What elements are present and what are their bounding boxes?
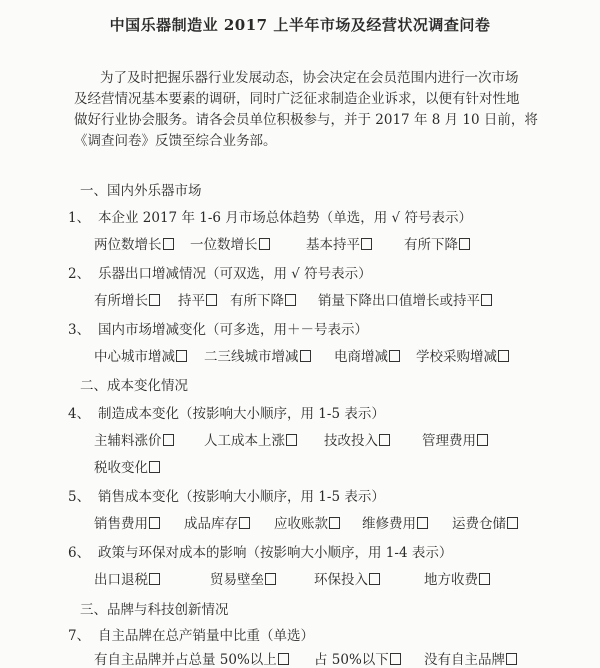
question-text: 制造成本变化（按影响大小顺序，用 1-5 表示） — [98, 406, 385, 422]
checkbox[interactable] — [239, 517, 250, 529]
question-number: 1、 — [68, 210, 91, 226]
question-2 — [68, 262, 372, 282]
question-text: 自主品牌在总产销量中比重（单选） — [98, 628, 314, 644]
checkbox[interactable] — [329, 517, 340, 529]
checkbox[interactable] — [176, 350, 187, 362]
checkbox[interactable] — [479, 573, 490, 585]
option[interactable]: 销量下降出口值增长或持平 — [318, 289, 492, 309]
option[interactable]: 有自主品牌并占总量 50%以上 — [94, 648, 289, 668]
intro-paragraph — [74, 68, 554, 152]
checkbox[interactable] — [477, 434, 488, 446]
question-text: 销售成本变化（按影响大小顺序，用 1-5 表示） — [98, 489, 385, 505]
question-1 — [68, 206, 472, 226]
question-4 — [68, 402, 385, 422]
checkbox[interactable] — [507, 517, 518, 529]
question-number: 5、 — [68, 489, 91, 505]
option[interactable]: 技改投入 — [324, 429, 390, 449]
checkbox[interactable] — [506, 653, 517, 665]
question-text: 乐器出口增减情况（可双选，用 √ 符号表示） — [98, 266, 372, 282]
checkbox[interactable] — [149, 461, 160, 473]
checkbox[interactable] — [163, 434, 174, 446]
checkbox[interactable] — [481, 294, 492, 306]
option[interactable]: 税收变化 — [94, 456, 160, 476]
question-number: 7、 — [68, 628, 91, 644]
checkbox[interactable] — [286, 434, 297, 446]
checkbox[interactable] — [417, 517, 428, 529]
intro-line: 为了及时把握乐器行业发展动态，协会决定在会员范围内进行一次市场 — [100, 70, 519, 86]
checkbox[interactable] — [459, 238, 470, 250]
checkbox[interactable] — [278, 653, 289, 665]
checkbox[interactable] — [300, 350, 311, 362]
checkbox[interactable] — [379, 434, 390, 446]
checkbox[interactable] — [265, 573, 276, 585]
question-number: 3、 — [68, 322, 91, 338]
checkbox[interactable] — [285, 294, 296, 306]
checkbox[interactable] — [390, 653, 401, 665]
question-number: 6、 — [68, 545, 91, 561]
document-title: 中国乐器制造业 2017 上半年市场及经营状况调查问卷 — [109, 16, 491, 34]
intro-line: 做好行业协会服务。请各会员单位积极参与，并于 2017 年 8 月 10 日前，将 — [74, 112, 538, 128]
question-text: 本企业 2017 年 1-6 月市场总体趋势（单选，用 √ 符号表示） — [98, 210, 472, 226]
section-heading: 一、国内外乐器市场 — [80, 183, 202, 199]
checkbox[interactable] — [259, 238, 270, 250]
option[interactable]: 地方收费 — [424, 568, 490, 588]
question-text: 国内市场增减变化（可多选，用＋－号表示） — [98, 322, 368, 338]
option[interactable]: 运费仓储 — [452, 512, 518, 532]
option[interactable]: 持平 — [178, 289, 217, 309]
checkbox[interactable] — [206, 294, 217, 306]
question-text: 政策与环保对成本的影响（按影响大小顺序，用 1-4 表示） — [98, 545, 453, 561]
option[interactable]: 中心城市增减 — [94, 345, 187, 365]
option[interactable]: 学校采购增减 — [416, 345, 509, 365]
option[interactable]: 贸易壁垒 — [210, 568, 276, 588]
option[interactable]: 二三线城市增减 — [204, 345, 311, 365]
question-3 — [68, 318, 368, 338]
checkbox[interactable] — [163, 238, 174, 250]
section-heading: 二、成本变化情况 — [80, 378, 188, 394]
option[interactable]: 环保投入 — [314, 568, 380, 588]
intro-line: 及经营情况基本要素的调研，同时广泛征求制造企业诉求，以便有针对性地 — [74, 91, 520, 107]
option[interactable]: 人工成本上涨 — [204, 429, 297, 449]
checkbox[interactable] — [369, 573, 380, 585]
option[interactable]: 两位数增长 — [94, 233, 174, 253]
option[interactable]: 主辅料涨价 — [94, 429, 174, 449]
checkbox[interactable] — [149, 573, 160, 585]
option[interactable]: 出口退税 — [94, 568, 160, 588]
option[interactable]: 应收账款 — [274, 512, 340, 532]
option[interactable]: 有所增长 — [94, 289, 160, 309]
checkbox[interactable] — [149, 517, 160, 529]
option[interactable]: 电商增减 — [334, 345, 400, 365]
option[interactable]: 维修费用 — [362, 512, 428, 532]
option[interactable]: 有所下降 — [230, 289, 296, 309]
option[interactable]: 管理费用 — [422, 429, 488, 449]
question-number: 4、 — [68, 406, 91, 422]
section-heading: 三、品牌与科技创新情况 — [80, 602, 229, 618]
intro-line: 《调查问卷》反馈至综合业务部。 — [74, 133, 277, 149]
option[interactable]: 没有自主品牌 — [424, 648, 517, 668]
checkbox[interactable] — [498, 350, 509, 362]
option[interactable]: 占 50%以下 — [314, 648, 401, 668]
checkbox[interactable] — [149, 294, 160, 306]
question-5 — [68, 485, 385, 505]
question-number: 2、 — [68, 266, 91, 282]
question-7 — [68, 624, 314, 644]
checkbox[interactable] — [361, 238, 372, 250]
option[interactable]: 成品库存 — [184, 512, 250, 532]
option[interactable]: 有所下降 — [404, 233, 470, 253]
checkbox[interactable] — [389, 350, 400, 362]
option[interactable]: 基本持平 — [306, 233, 372, 253]
option[interactable]: 一位数增长 — [190, 233, 270, 253]
option[interactable]: 销售费用 — [94, 512, 160, 532]
question-6 — [68, 541, 452, 561]
